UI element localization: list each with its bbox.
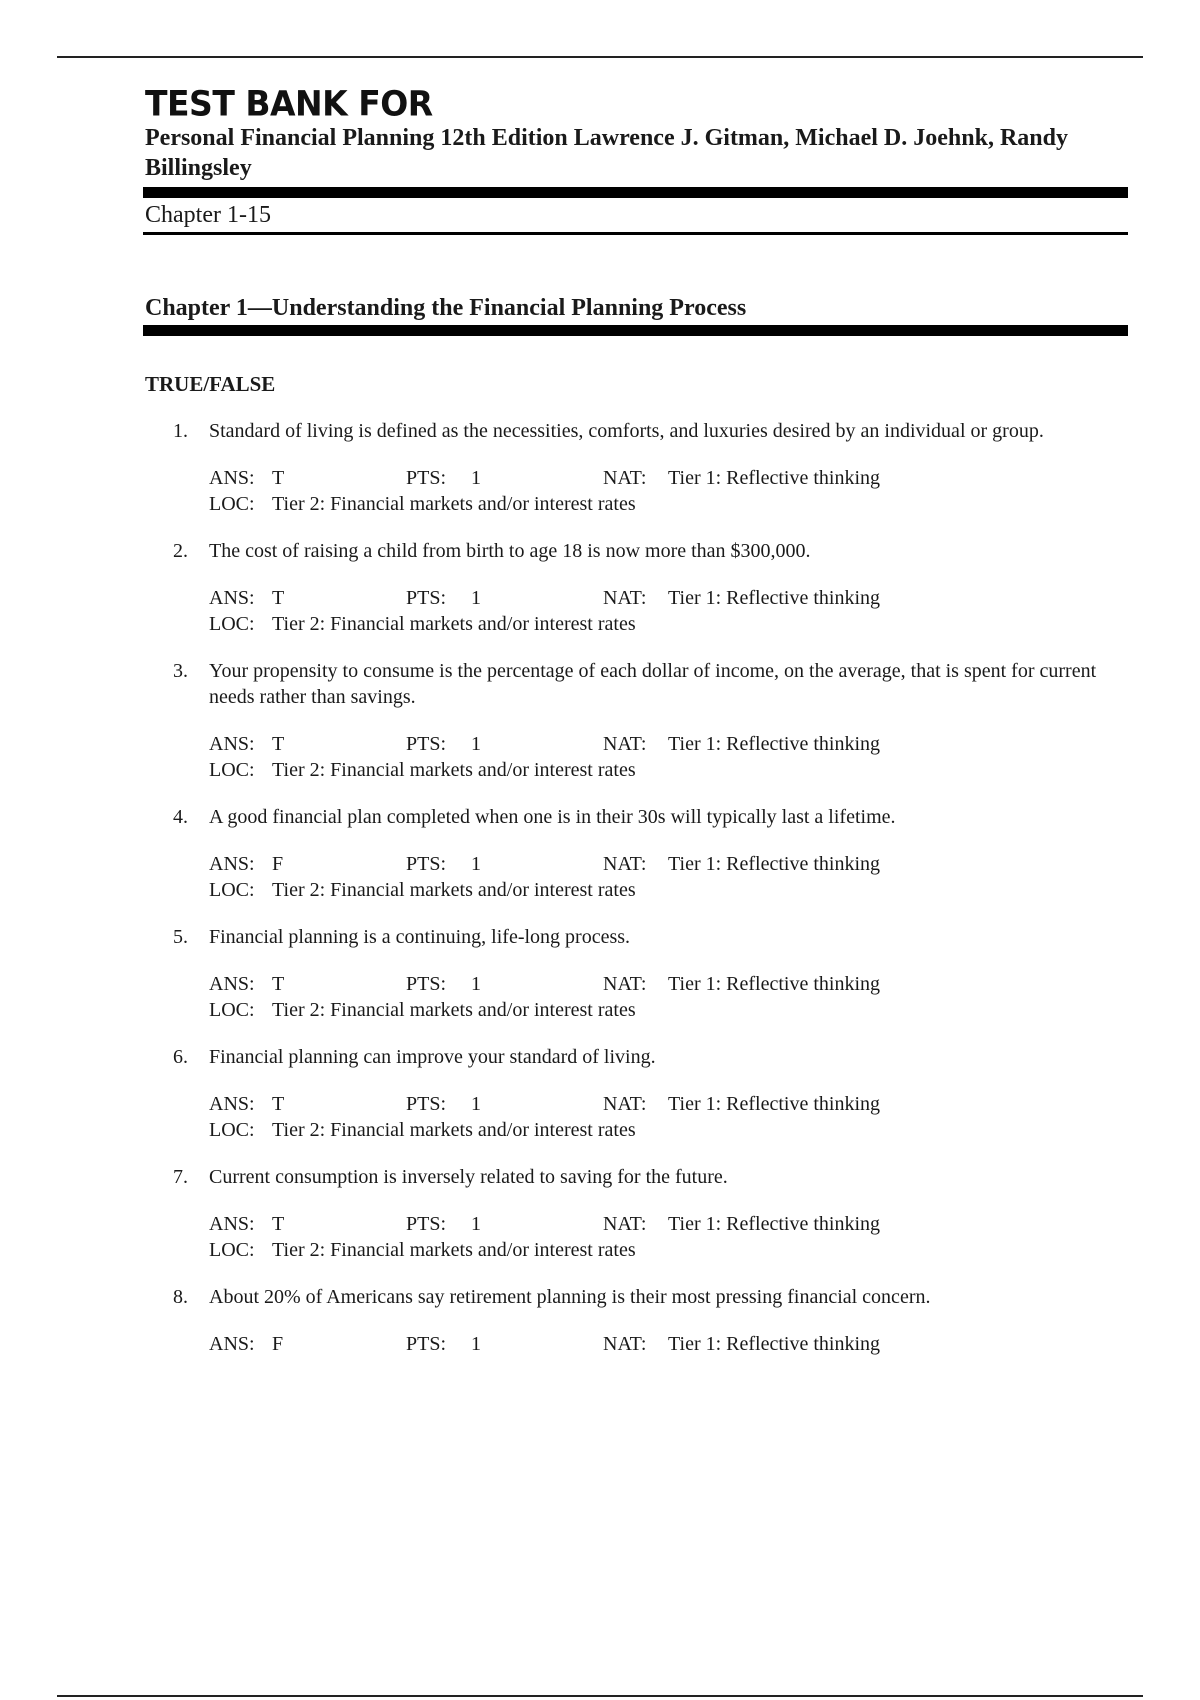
question-text: Financial planning can improve your standard of living. <box>209 1046 656 1068</box>
loc-label: LOC: <box>209 879 255 901</box>
question-item <box>145 804 1130 903</box>
ans-label: ANS: <box>209 467 255 489</box>
answer-row <box>209 1331 1130 1357</box>
question-text: The cost of raising a child from birth to age 18 is now more than $300,000. <box>209 540 811 562</box>
question-item <box>145 1284 1130 1357</box>
question-item <box>145 1044 1130 1143</box>
nat-value: Tier 1: Reflective thinking <box>668 1333 881 1355</box>
ans-label: ANS: <box>209 973 255 995</box>
ans-value: T <box>272 733 285 755</box>
question-text: A good financial plan completed when one is in their 30s will typically last a lifetime. <box>209 806 896 828</box>
loc-label: LOC: <box>209 613 255 635</box>
pts-label: PTS: <box>406 587 447 609</box>
question-text: About 20% of Americans say retirement planning is their most pressing financial concern. <box>209 1286 931 1308</box>
section-heading: TRUE/FALSE <box>145 372 276 396</box>
answer-row <box>209 851 1130 877</box>
title-divider <box>143 187 1128 198</box>
answer-row <box>209 731 1130 757</box>
chapters-range: Chapter 1-15 <box>145 202 271 228</box>
ans-label: ANS: <box>209 1213 255 1235</box>
nat-value: Tier 1: Reflective thinking <box>668 853 881 875</box>
ans-value: T <box>272 587 285 609</box>
pts-value: 1 <box>471 587 481 609</box>
nat-label: NAT: <box>603 733 647 755</box>
question-text: Financial planning is a continuing, life-long process. <box>209 926 631 948</box>
answer-row <box>209 585 1130 611</box>
ans-value: F <box>272 1333 284 1355</box>
question-number: 6. <box>173 1046 188 1068</box>
document-subtitle: Personal Financial Planning 12th Edition Lawrence J. Gitman, Michael D. Joehnk, Randy Billingsley <box>145 125 1068 181</box>
nat-value: Tier 1: Reflective thinking <box>668 733 881 755</box>
chapters-divider <box>143 232 1128 235</box>
pts-label: PTS: <box>406 467 447 489</box>
pts-label: PTS: <box>406 1213 447 1235</box>
loc-value: Tier 2: Financial markets and/or interest rates <box>272 613 636 635</box>
question-number: 7. <box>173 1166 188 1188</box>
question-item <box>145 1164 1130 1263</box>
page-top-rule <box>57 56 1143 58</box>
page-bottom-rule <box>57 1695 1143 1697</box>
ans-value: T <box>272 467 285 489</box>
answer-metadata <box>209 1091 1130 1143</box>
loc-label: LOC: <box>209 999 255 1021</box>
ans-label: ANS: <box>209 733 255 755</box>
pts-label: PTS: <box>406 973 447 995</box>
question-item <box>145 924 1130 1023</box>
answer-metadata <box>209 1211 1130 1263</box>
chapter-heading: Chapter 1—Understanding the Financial Planning Process <box>145 295 747 321</box>
nat-value: Tier 1: Reflective thinking <box>668 587 881 609</box>
nat-value: Tier 1: Reflective thinking <box>668 467 881 489</box>
ans-value: T <box>272 1093 285 1115</box>
ans-label: ANS: <box>209 1093 255 1115</box>
pts-label: PTS: <box>406 1093 447 1115</box>
loc-value: Tier 2: Financial markets and/or interest rates <box>272 999 636 1021</box>
loc-value: Tier 2: Financial markets and/or interest rates <box>272 1119 636 1141</box>
question-text: Current consumption is inversely related to saving for the future. <box>209 1166 728 1188</box>
nat-label: NAT: <box>603 1213 647 1235</box>
nat-label: NAT: <box>603 467 647 489</box>
answer-metadata <box>209 851 1130 903</box>
ans-value: T <box>272 973 285 995</box>
ans-label: ANS: <box>209 587 255 609</box>
nat-label: NAT: <box>603 853 647 875</box>
ans-value: F <box>272 853 284 875</box>
loc-row <box>209 491 1130 517</box>
pts-value: 1 <box>471 733 481 755</box>
pts-label: PTS: <box>406 853 447 875</box>
pts-value: 1 <box>471 1333 481 1355</box>
answer-metadata <box>209 731 1130 783</box>
question-number: 2. <box>173 540 188 562</box>
loc-row <box>209 611 1130 637</box>
answer-metadata <box>209 585 1130 637</box>
question-list <box>145 418 1130 1357</box>
pts-label: PTS: <box>406 1333 447 1355</box>
nat-label: NAT: <box>603 587 647 609</box>
nat-label: NAT: <box>603 1333 647 1355</box>
answer-row <box>209 465 1130 491</box>
answer-row <box>209 1211 1130 1237</box>
pts-label: PTS: <box>406 733 447 755</box>
loc-row <box>209 1237 1130 1263</box>
question-number: 8. <box>173 1286 188 1308</box>
chapter-divider <box>143 325 1128 336</box>
loc-label: LOC: <box>209 759 255 781</box>
answer-metadata <box>209 465 1130 517</box>
nat-label: NAT: <box>603 973 647 995</box>
answer-metadata <box>209 971 1130 1023</box>
pts-value: 1 <box>471 1093 481 1115</box>
question-number: 1. <box>173 420 188 442</box>
pts-value: 1 <box>471 1213 481 1235</box>
loc-value: Tier 2: Financial markets and/or interest rates <box>272 759 636 781</box>
answer-metadata <box>209 1331 1130 1357</box>
nat-label: NAT: <box>603 1093 647 1115</box>
question-item <box>145 418 1130 517</box>
loc-row <box>209 997 1130 1023</box>
question-number: 4. <box>173 806 188 828</box>
loc-row <box>209 877 1130 903</box>
loc-label: LOC: <box>209 1239 255 1261</box>
loc-value: Tier 2: Financial markets and/or interest rates <box>272 1239 636 1261</box>
loc-row <box>209 757 1130 783</box>
question-text: Standard of living is defined as the necessities, comforts, and luxuries desired by an individual or group. <box>209 420 1044 442</box>
loc-row <box>209 1117 1130 1143</box>
ans-label: ANS: <box>209 1333 255 1355</box>
answer-row <box>209 971 1130 997</box>
pts-value: 1 <box>471 467 481 489</box>
answer-row <box>209 1091 1130 1117</box>
loc-label: LOC: <box>209 493 255 515</box>
question-text: Your propensity to consume is the percentage of each dollar of income, on the average, that is spent for current needs rather than savings. <box>209 660 1097 708</box>
loc-value: Tier 2: Financial markets and/or interest rates <box>272 493 636 515</box>
question-number: 5. <box>173 926 188 948</box>
ans-label: ANS: <box>209 853 255 875</box>
question-item <box>145 538 1130 637</box>
pts-value: 1 <box>471 973 481 995</box>
ans-value: T <box>272 1213 285 1235</box>
nat-value: Tier 1: Reflective thinking <box>668 973 881 995</box>
document-title: TEST BANK FOR <box>145 82 433 124</box>
question-number: 3. <box>173 660 188 682</box>
loc-value: Tier 2: Financial markets and/or interest rates <box>272 879 636 901</box>
nat-value: Tier 1: Reflective thinking <box>668 1093 881 1115</box>
question-item <box>145 658 1130 783</box>
nat-value: Tier 1: Reflective thinking <box>668 1213 881 1235</box>
loc-label: LOC: <box>209 1119 255 1141</box>
pts-value: 1 <box>471 853 481 875</box>
document-page <box>145 84 1130 1357</box>
